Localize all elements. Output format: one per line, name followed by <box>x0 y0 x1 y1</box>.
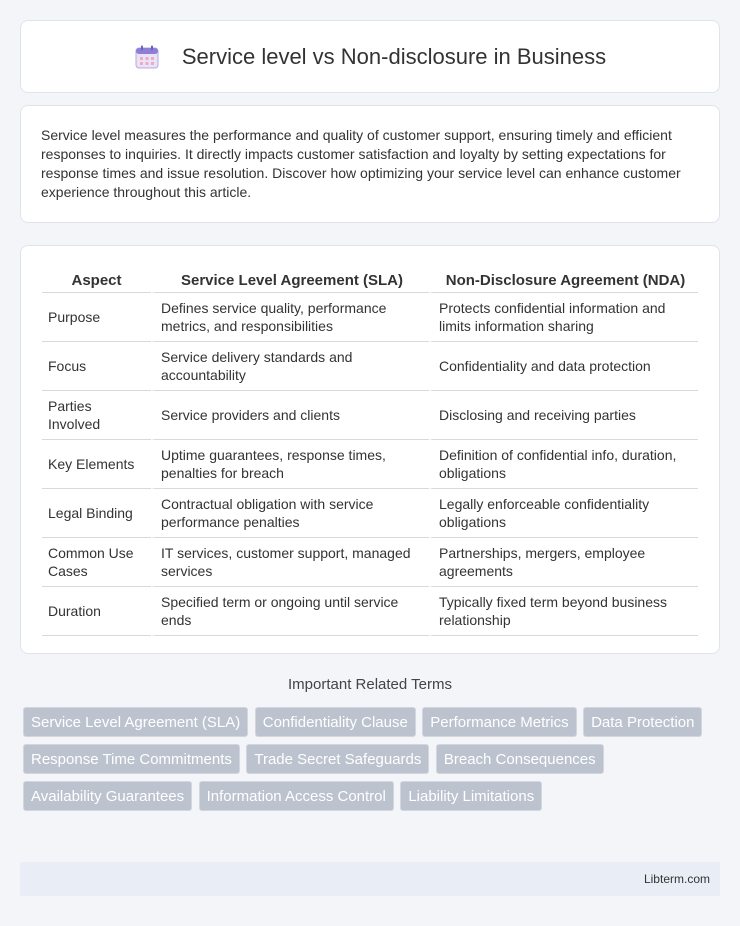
related-term-tag[interactable]: Data Protection <box>583 707 702 737</box>
sla-cell: IT services, customer support, managed services <box>151 538 429 587</box>
related-terms-title: Important Related Terms <box>288 676 452 693</box>
related-term-tag[interactable]: Service Level Agreement (SLA) <box>23 707 248 737</box>
aspect-cell: Parties Involved <box>42 391 151 440</box>
nda-cell: Protects confidential information and limits information sharing <box>429 293 698 342</box>
footer-site-link[interactable]: Libterm.com <box>643 872 710 886</box>
related-term-tag[interactable]: Availability Guarantees <box>23 781 192 811</box>
nda-cell: Partnerships, mergers, employee agreements <box>429 538 698 587</box>
header-aspect: Aspect <box>42 266 151 293</box>
page-title: Service level vs Non-disclosure in Business <box>181 43 607 69</box>
related-term-tag[interactable]: Breach Consequences <box>436 744 604 774</box>
nda-cell: Disclosing and receiving parties <box>429 391 698 440</box>
aspect-cell: Purpose <box>42 293 151 342</box>
table-row <box>42 489 698 538</box>
related-term-tag[interactable]: Confidentiality Clause <box>255 707 416 737</box>
table-row <box>42 538 698 587</box>
nda-cell: Definition of confidential info, duration, obligations <box>429 440 698 489</box>
header-nda: Non-Disclosure Agreement (NDA) <box>429 266 698 293</box>
aspect-cell: Key Elements <box>42 440 151 489</box>
table-row <box>42 293 698 342</box>
related-term-tag[interactable]: Information Access Control <box>199 781 394 811</box>
comparison-table <box>42 266 698 636</box>
sla-cell: Specified term or ongoing until service ends <box>151 587 429 636</box>
aspect-cell: Duration <box>42 587 151 636</box>
sla-cell: Uptime guarantees, response times, penalties for breach <box>151 440 429 489</box>
sla-cell: Defines service quality, performance metrics, and responsibilities <box>151 293 429 342</box>
related-term-tag[interactable]: Performance Metrics <box>422 707 576 737</box>
sla-cell: Service providers and clients <box>151 391 429 440</box>
intro-card <box>20 105 720 223</box>
calendar-icon <box>134 44 160 70</box>
intro-text: Service level measures the performance and quality of customer support, ensuring timely and efficient responses to inquiries. It directly impacts customer satisfaction and loyalty by setting expectations for response times and issue resolution. Discover how optimizing your service level can enhance customer experience throughout this article. <box>41 127 681 200</box>
related-term-tag[interactable]: Response Time Commitments <box>23 744 240 774</box>
nda-cell: Typically fixed term beyond business relationship <box>429 587 698 636</box>
title-card <box>20 20 720 93</box>
related-term-tag[interactable]: Trade Secret Safeguards <box>246 744 429 774</box>
table-header-row <box>42 266 698 293</box>
nda-cell: Confidentiality and data protection <box>429 342 698 391</box>
aspect-cell: Legal Binding <box>42 489 151 538</box>
nda-cell: Legally enforceable confidentiality obligations <box>429 489 698 538</box>
table-row <box>42 587 698 636</box>
table-row <box>42 440 698 489</box>
comparison-table-card <box>20 245 720 654</box>
sla-cell: Service delivery standards and accountability <box>151 342 429 391</box>
related-term-tag[interactable]: Liability Limitations <box>400 781 542 811</box>
table-row <box>42 342 698 391</box>
table-row <box>42 391 698 440</box>
aspect-cell: Focus <box>42 342 151 391</box>
related-terms-list <box>23 707 713 818</box>
header-sla: Service Level Agreement (SLA) <box>151 266 429 293</box>
footer <box>20 862 720 896</box>
sla-cell: Contractual obligation with service performance penalties <box>151 489 429 538</box>
aspect-cell: Common Use Cases <box>42 538 151 587</box>
